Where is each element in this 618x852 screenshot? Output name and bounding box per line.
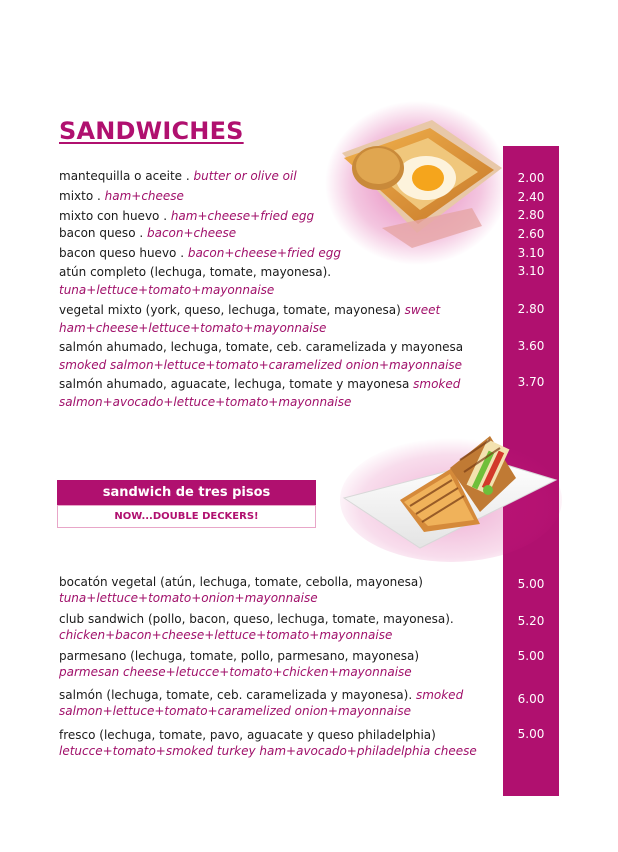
price: 6.00: [517, 692, 545, 706]
price: 3.60: [517, 339, 545, 353]
price: 5.00: [517, 577, 545, 591]
list-item: mantequilla o aceite . butter or olive oil: [59, 169, 297, 183]
list-item: club sandwich (pollo, bacon, queso, lechuga, tomate, mayonesa). chicken+bacon+cheese+lettuce+tomato+mayonnaise: [59, 612, 454, 642]
price: 2.40: [517, 190, 545, 204]
list-item: mixto . ham+cheese: [59, 189, 184, 203]
section-banner-title: sandwich de tres pisos: [57, 480, 316, 505]
price: 5.20: [517, 614, 545, 628]
list-item: salmón ahumado, aguacate, lechuga, tomate y mayonesa smoked salmon+avocado+lettuce+tomato+mayonnaise: [59, 377, 461, 409]
list-item: salmón (lechuga, tomate, ceb. caramelizada y mayonesa). smoked salmon+lettuce+tomato+caramelized onion+mayonnaise: [59, 688, 464, 718]
price: 2.00: [517, 171, 545, 185]
list-item: salmón ahumado, lechuga, tomate, ceb. caramelizada y mayonesa smoked salmon+lettuce+tomato+caramelized onion+mayonnaise: [59, 340, 464, 372]
price: 5.00: [517, 649, 545, 663]
list-item: vegetal mixto (york, queso, lechuga, tomate, mayonesa) sweet ham+cheese+lettuce+tomato+mayonnaise: [59, 303, 441, 335]
price: 3.10: [517, 264, 545, 278]
price: 3.10: [517, 246, 545, 260]
list-item: mixto con huevo . ham+cheese+fried egg: [59, 209, 315, 223]
list-item: bacon queso . bacon+cheese: [59, 226, 237, 240]
price: 3.70: [517, 375, 545, 389]
price: 2.60: [517, 227, 545, 241]
price: 2.80: [517, 208, 545, 222]
section-banner-subtitle: NOW...DOUBLE DECKERS!: [57, 505, 316, 528]
list-item: fresco (lechuga, tomate, pavo, aguacate y queso philadelphia) letucce+tomato+smoked turkey ham+avocado+philadelphia cheese: [59, 728, 477, 758]
list-item: bacon queso huevo . bacon+cheese+fried egg: [59, 246, 341, 260]
list-item: atún completo (lechuga, tomate, mayonesa). tuna+lettuce+tomato+mayonnaise: [59, 265, 332, 297]
toast-egg-photo: [322, 98, 512, 268]
price: 2.80: [517, 302, 545, 316]
list-item: parmesano (lechuga, tomate, pollo, parmesano, mayonesa) parmesan cheese+letucce+tomato+chicken+mayonnaise: [59, 649, 420, 679]
price: 5.00: [517, 727, 545, 741]
page-title: SANDWICHES: [59, 117, 244, 145]
club-sandwich-photo: [340, 420, 562, 562]
list-item: bocatón vegetal (atún, lechuga, tomate, cebolla, mayonesa) tuna+lettuce+tomato+onion+mayonnaise: [59, 575, 423, 605]
